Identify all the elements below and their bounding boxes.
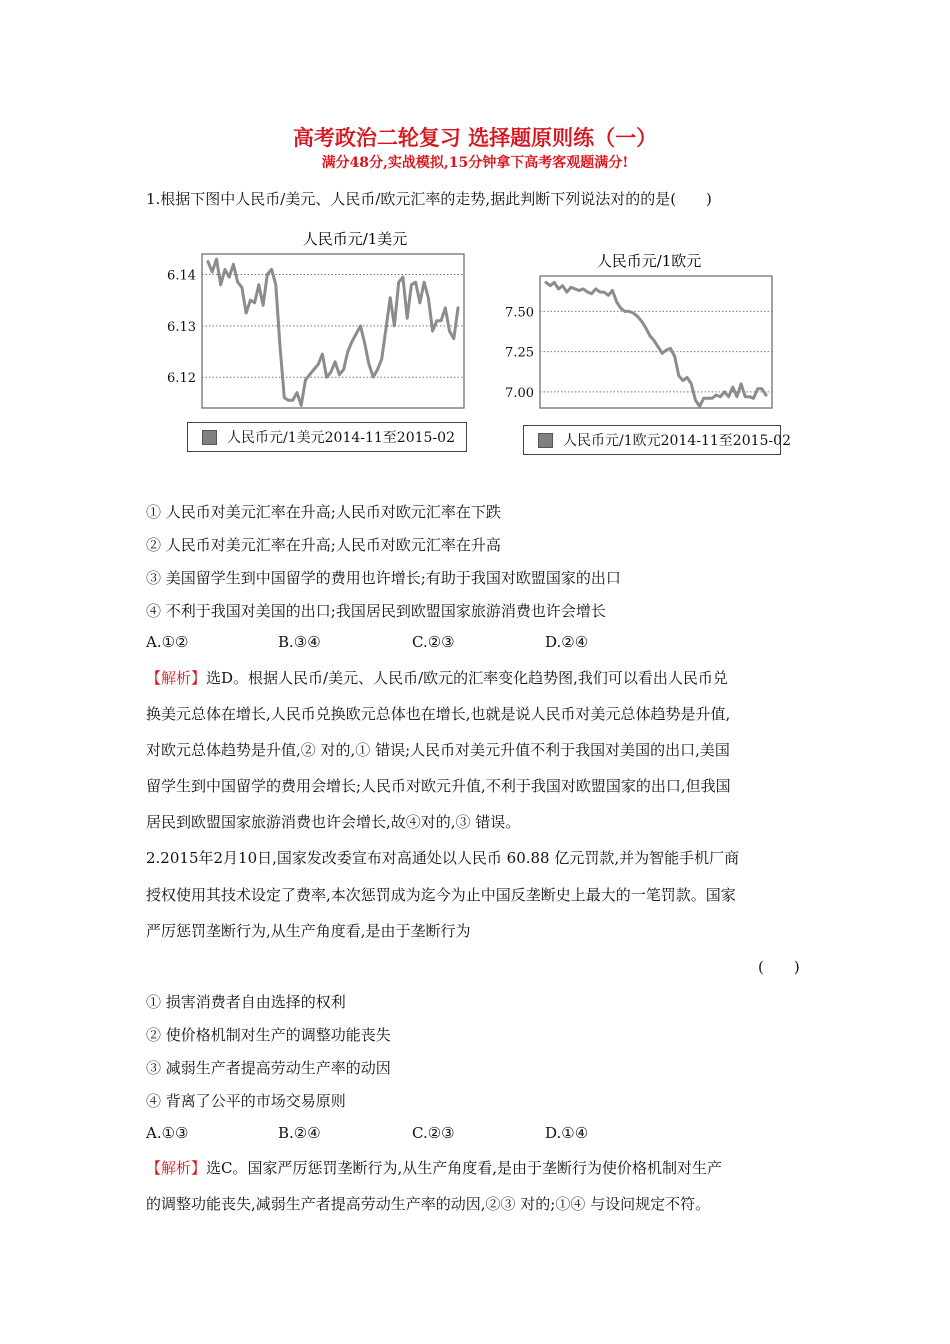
q1-stem: 1.根据下图中人民币/美元、人民币/欧元汇率的走势,据此判断下列说法对的的是( ) [146, 190, 712, 208]
eur-chart [494, 244, 784, 424]
q1-analysis-line [146, 667, 728, 688]
q1-option: ② 人民币对美元汇率在升高;人民币对欧元汇率在升高 [146, 536, 501, 554]
analysis-tag: 【解析】 [146, 669, 207, 687]
q1-analysis-line: 居民到欧盟国家旅游消费也许会增长,故④对的,③ 错误。 [146, 813, 521, 831]
usd-chart-title: 人民币元/1美元 [302, 230, 408, 248]
eur-chart-legend [523, 425, 791, 455]
legend-swatch-icon [202, 430, 217, 445]
q2-answer-d: D.①④ [545, 1124, 589, 1142]
usd-chart-svg [150, 222, 480, 417]
q2-stem-line: 2.2015年2月10日,国家发改委宣布对高通处以人民币 60.88 亿元罚款,并为智能手机厂商 [146, 849, 740, 867]
q1-option: ③ 美国留学生到中国留学的费用也许增长;有助于我国对欧盟国家的出口 [146, 569, 621, 587]
q1-analysis-line: 对欧元总体趋势是升值,② 对的,① 错误;人民币对美元升值不利于我国对美国的出口,美国 [146, 741, 730, 759]
q2-option: ① 损害消费者自由选择的权利 [146, 993, 346, 1011]
page-subtitle: 满分48分,实战模拟,15分钟拿下高考客观题满分! [321, 155, 629, 171]
q2-option: ③ 减弱生产者提高劳动生产率的动因 [146, 1059, 391, 1077]
q2-answer-b: B.②④ [278, 1124, 321, 1142]
page-title: 高考政治二轮复习 选择题原则练（一） [292, 125, 658, 150]
eur-chart-y-tick-label: 7.00 [505, 385, 534, 401]
eur-chart-y-tick-label: 7.50 [505, 305, 534, 321]
q1-option: ① 人民币对美元汇率在升高;人民币对欧元汇率在下跌 [146, 503, 501, 521]
q1-answer-b: B.③④ [278, 633, 321, 651]
q2-analysis-line [146, 1157, 722, 1178]
q1-answer-a: A.①② [146, 633, 189, 651]
usd-chart-legend [187, 422, 467, 452]
eur-chart-svg [494, 244, 784, 424]
q1-option: ④ 不利于我国对美国的出口;我国居民到欧盟国家旅游消费也许会增长 [146, 602, 606, 620]
analysis-tag: 【解析】 [146, 1159, 207, 1177]
q1-analysis-line: 换美元总体在增长,人民币兑换欧元总体也在增长,也就是说人民币对美元总体趋势是升值, [146, 705, 731, 723]
eur-legend-label: 人民币元/1欧元2014-11至2015-02 [563, 433, 791, 449]
q2-option: ④ 背离了公平的市场交易原则 [146, 1092, 346, 1110]
q2-stem-line: 授权使用其技术设定了费率,本次惩罚成为迄今为止中国反垄断史上最大的一笔罚款。国家 [146, 886, 736, 904]
usd-chart [150, 222, 480, 417]
q2-analysis-text: 选C。国家严厉惩罚垄断行为,从生产角度看,是由于垄断行为使价格机制对生产 [206, 1159, 723, 1177]
usd-chart-y-tick-label: 6.14 [167, 268, 196, 284]
q1-answer-c: C.②③ [412, 633, 455, 651]
usd-chart-y-tick-label: 6.12 [167, 371, 196, 387]
eur-chart-y-tick-label: 7.25 [505, 345, 534, 361]
legend-swatch-icon [538, 433, 553, 448]
q2-answer-blank: ( ) [758, 958, 800, 976]
q2-answer-c: C.②③ [412, 1124, 455, 1142]
q1-answer-d: D.②④ [545, 633, 589, 651]
q1-analysis-text: 选D。根据人民币/美元、人民币/欧元的汇率变化趋势图,我们可以看出人民币兑 [206, 669, 728, 687]
usd-legend-label: 人民币元/1美元2014-11至2015-02 [227, 430, 455, 446]
usd-chart-y-tick-label: 6.13 [167, 319, 196, 335]
usd-chart-plot-frame [202, 254, 464, 408]
q2-analysis-line: 的调整功能丧失,减弱生产者提高劳动生产率的动因,②③ 对的;①④ 与设问规定不符。 [146, 1195, 711, 1213]
q2-stem-line: 严厉惩罚垄断行为,从生产角度看,是由于垄断行为 [146, 922, 471, 940]
q1-analysis-line: 留学生到中国留学的费用会增长;人民币对欧元升值,不利于我国对欧盟国家的出口,但我国 [146, 777, 731, 795]
q2-answer-a: A.①③ [146, 1124, 189, 1142]
eur-chart-title: 人民币元/1欧元 [596, 252, 702, 270]
q2-option: ② 使价格机制对生产的调整功能丧失 [146, 1026, 391, 1044]
